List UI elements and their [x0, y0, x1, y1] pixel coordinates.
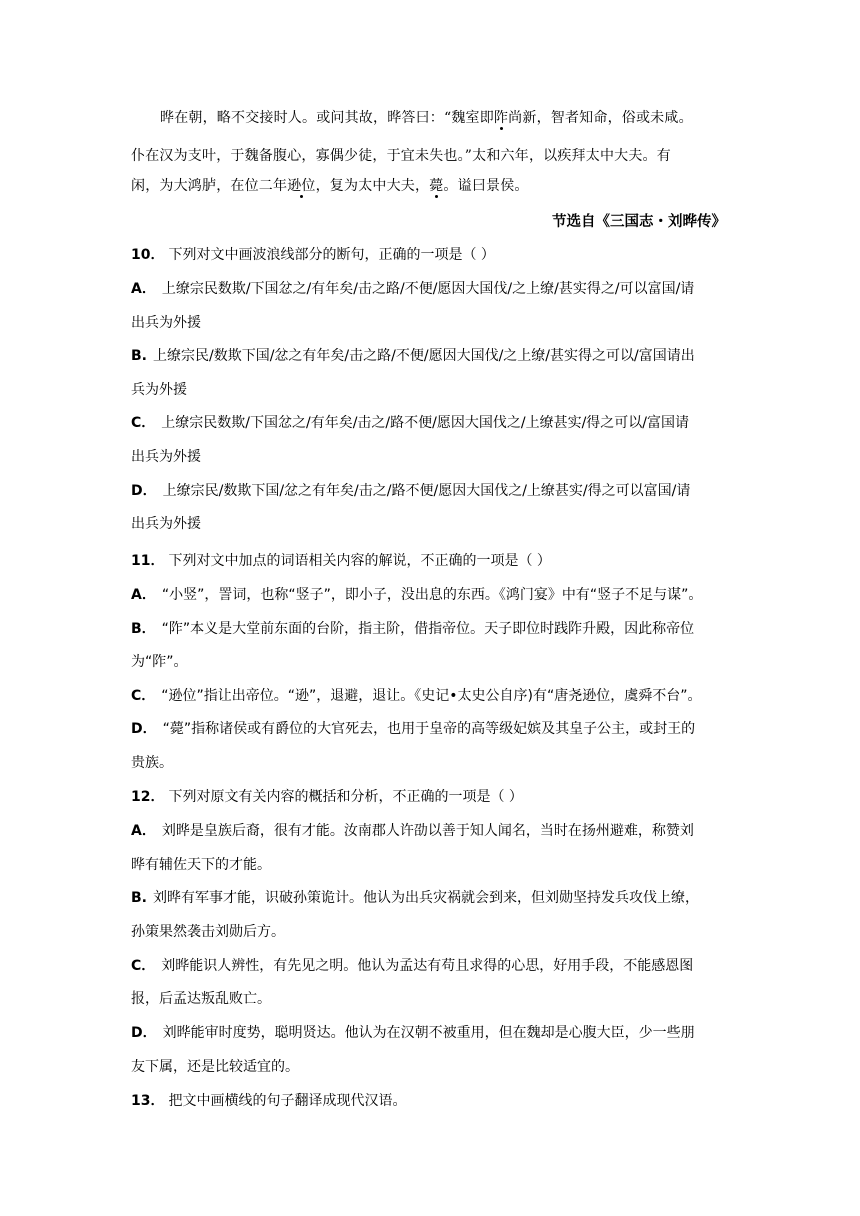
q12-option-d[interactable] — [131, 1023, 731, 1043]
q12-option-b-cont: 孙策果然袭击刘勋后方。 — [131, 924, 285, 940]
passage-text: 。谥曰景侯。 — [443, 178, 529, 194]
passage-line-3 — [131, 176, 731, 196]
q11-option-b[interactable] — [131, 619, 731, 639]
q11-option-b-cont: 为“阼”。 — [131, 654, 188, 670]
option-label: C． — [131, 958, 156, 974]
option-label: A． — [131, 587, 156, 603]
option-label: A． — [131, 823, 156, 839]
q12-option-c-cont: 报，后孟达叛乱败亡。 — [131, 991, 271, 1007]
q10-option-b[interactable] — [131, 346, 731, 366]
question-stem: 下列对原文有关内容的概括和分析，不正确的一项是（ ） — [168, 789, 523, 805]
option-text: 刘晔能识人辨性，有先见之明。他认为孟达有苟且求得的心思，好用手段，不能感恩图 — [161, 958, 694, 974]
q12-option-d-cont: 友下属，还是比较适宜的。 — [131, 1059, 299, 1075]
option-label: B. — [131, 890, 147, 906]
question-11 — [131, 551, 731, 571]
dotted-word-xunwei: 逊位 — [287, 178, 316, 194]
q12-option-a-cont: 晔有辅佐天下的才能。 — [131, 857, 271, 873]
q11-option-c[interactable] — [131, 686, 731, 706]
option-label: D． — [131, 483, 157, 499]
q10-option-d-cont: 出兵为外援 — [131, 516, 201, 532]
q11-option-d-cont: 贵族。 — [131, 755, 173, 771]
question-10 — [131, 245, 731, 265]
question-stem: 下列对文中加点的词语相关内容的解说，不正确的一项是（ ） — [168, 553, 551, 569]
passage-text: 尚新，智者知命，俗或未咸。 — [508, 110, 693, 126]
option-text: “逊位”指让出帝位。“逊”，退避，退让。《史记•太史公自序)有“唐尧逊位，虞舜不台”。 — [161, 688, 702, 704]
option-label: D． — [131, 721, 157, 737]
question-number: 12． — [131, 789, 165, 805]
passage-text: ，复为太中大夫， — [315, 178, 430, 194]
option-text: 刘晔能审时度势，聪明贤达。他认为在汉朝不被重用，但在魏却是心腹大臣，少一些朋 — [162, 1025, 695, 1041]
question-stem: 下列对文中画波浪线部分的断句，正确的一项是（ ） — [168, 247, 495, 263]
q10-option-b-cont: 兵为外援 — [131, 382, 187, 398]
option-text: 刘晔是皇族后裔，很有才能。汝南郡人许劭以善于知人闻名，当时在扬州避难，称赞刘 — [161, 823, 694, 839]
question-stem: 把文中画横线的句子翻译成现代汉语。 — [168, 1093, 407, 1109]
option-text: “小竖”，詈词，也称“竖子”，即小子，没出息的东西。《鸿门宴》中有“竖子不足与谋”。 — [161, 587, 703, 603]
option-text: “阼”本义是大堂前东面的台阶，指主阶，借指帝位。天子即位时践阼升殿，因此称帝位 — [161, 621, 695, 637]
option-label: A． — [131, 281, 156, 297]
question-12 — [131, 787, 731, 807]
q11-option-d[interactable] — [131, 719, 731, 739]
option-text: 上缭宗民/数欺下国/忿之有年矣/击之/路不便/愿因大国伐之/上缭甚实/得之可以富国/请 — [162, 483, 691, 499]
q12-option-c[interactable] — [131, 956, 731, 976]
q10-option-a-cont: 出兵为外援 — [131, 315, 201, 331]
dotted-char-zuo: 阼 — [493, 110, 509, 126]
option-text: 上缭宗民/数欺下国/忿之有年矣/击之路/不便/愿因大国伐/之上缭/甚实得之可以/富国请出 — [153, 348, 695, 364]
option-text: 刘晔有军事才能，识破孙策诡计。他认为出兵灾祸就会到来，但刘勋坚持发兵攻伐上缭， — [153, 890, 699, 906]
question-13 — [131, 1091, 731, 1111]
option-text: 上缭宗民数欺/下国忿之/有年矣/击之/路不便/愿因大国伐之/上缭甚实/得之可以/富国请 — [161, 415, 690, 431]
passage-text: 闲，为大鸿胪，在位二年 — [131, 178, 288, 194]
q12-option-b[interactable] — [131, 888, 731, 908]
option-label: B. — [131, 348, 147, 364]
question-number: 11． — [131, 553, 165, 569]
option-label: B． — [131, 621, 156, 637]
option-label: C． — [131, 415, 156, 431]
option-text: “薨”指称诸侯或有爵位的大官死去，也用于皇帝的高等级妃嫔及其皇子公主，或封王的 — [162, 721, 696, 737]
passage-line-1 — [160, 108, 760, 128]
passage-line-2: 仆在汉为支叶，于魏备腹心，寡偶少徒，于宜未失也。”太和六年，以疾拜太中大夫。有 — [131, 148, 671, 164]
option-label: C． — [131, 688, 156, 704]
q10-option-d[interactable] — [131, 481, 731, 501]
option-text: 上缭宗民数欺/下国忿之/有年矣/击之路/不便/愿因大国伐/之上缭/甚实得之/可以富国/请 — [161, 281, 695, 297]
q11-option-a[interactable] — [131, 585, 731, 605]
passage-source: 节选自《三国志・刘晔传》 — [552, 213, 726, 230]
dotted-char-hong: 薨 — [429, 178, 444, 194]
option-label: D． — [131, 1025, 157, 1041]
question-number: 10． — [131, 247, 165, 263]
question-number: 13． — [131, 1093, 165, 1109]
q12-option-a[interactable] — [131, 821, 731, 841]
passage-text: 晔在朝，略不交接时人。或问其故，晔答曰：“魏室即 — [160, 110, 494, 126]
q10-option-c[interactable] — [131, 413, 731, 433]
q10-option-c-cont: 出兵为外援 — [131, 449, 201, 465]
q10-option-a[interactable] — [131, 279, 731, 299]
